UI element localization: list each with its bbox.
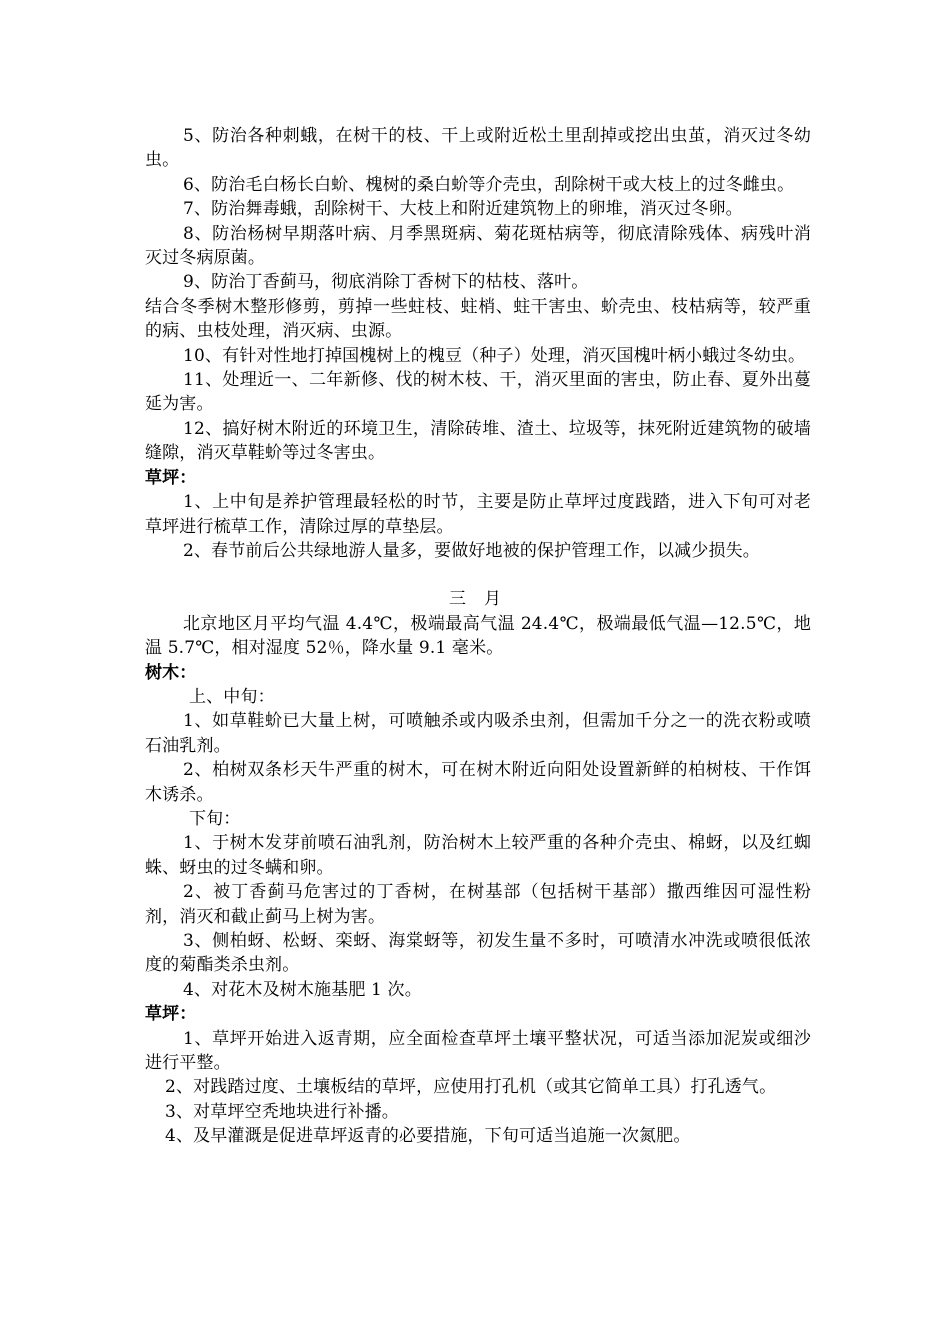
lawn-feb-item-1: 1、上中旬是养护管理最轻松的时节，主要是防止草坪过度践踏，进入下旬可对老草坪进行梳草工作，清除过厚的草垫层。 — [145, 492, 811, 537]
march-early-item-1: 1、如草鞋蚧已大量上树，可喷触杀或内吸杀虫剂，但需加千分之一的洗衣粉或喷石油乳剂。 — [145, 711, 811, 756]
early-month-label: 上、中旬： — [189, 686, 275, 707]
paragraph-item-9: 9、防治丁香蓟马，彻底消除丁香树下的枯枝、落叶。 — [183, 272, 589, 293]
trees-heading-march: 树木： — [145, 662, 197, 683]
paragraph-item-8: 8、防治杨树早期落叶病、月季黑斑病、菊花斑枯病等，彻底清除残体、病残叶消灭过冬病原菌。 — [145, 223, 811, 269]
lawn-heading-feb: 草坪： — [145, 467, 197, 488]
lawn-mar-item-1: 1、草坪开始进入返青期，应全面检查草坪土壤平整状况，可适当添加泥炭或细沙进行平整。 — [145, 1028, 811, 1074]
lawn-heading-march: 草坪： — [145, 1004, 197, 1025]
march-late-item-3: 3、侧柏蚜、松蚜、栾蚜、海棠蚜等，初发生量不多时，可喷清水冲洗或喷很低浓度的菊酯类杀虫剂。 — [145, 931, 811, 976]
paragraph-item-12: 12、搞好树木附近的环境卫生，清除砖堆、渣土、垃圾等，抹死附近建筑物的破墙缝隙，消灭草鞋蚧等过冬害虫。 — [145, 418, 811, 464]
paragraph-item-10: 10、有针对性地打掉国槐树上的槐豆（种子）处理，消灭国槐叶柄小蛾过冬幼虫。 — [183, 345, 806, 366]
march-climate-paragraph: 北京地区月平均气温 4.4℃，极端最高气温 24.4℃，极端最低气温—12.5℃，地温 5.7℃，相对湿度 52％，降水量 9.1 毫米。 — [145, 613, 811, 659]
paragraph-item-7: 7、防治舞毒蛾，刮除树干、大枝上和附近建筑物上的卵堆，消灭过冬卵。 — [183, 199, 743, 220]
paragraph-item-6: 6、防治毛白杨长白蚧、槐树的桑白蚧等介壳虫，刮除树干或大枝上的过冬雌虫。 — [183, 174, 795, 195]
document-page — [145, 124, 811, 1149]
lawn-feb-item-2: 2、春节前后公共绿地游人量多，要做好地被的保护管理工作，以减少损失。 — [183, 540, 760, 561]
march-late-item-4: 4、对花木及树木施基肥 1 次。 — [183, 979, 422, 1000]
march-early-item-2: 2、柏树双条杉天牛严重的树木，可在树木附近向阳处设置新鲜的柏树枝、干作饵木诱杀。 — [145, 760, 811, 805]
march-late-item-2: 2、被丁香蓟马危害过的丁香树，在树基部（包括树干基部）撒西维因可湿性粉剂，消灭和截止蓟马上树为害。 — [145, 882, 811, 927]
late-month-label: 下旬： — [189, 808, 241, 829]
lawn-mar-item-3: 3、对草坪空秃地块进行补播。 — [165, 1101, 399, 1122]
paragraph-item-11: 11、处理近一、二年新修、伐的树木枝、干，消灭里面的害虫，防止春、夏外出蔓延为害。 — [145, 370, 811, 415]
lawn-mar-item-2: 2、对践踏过度、土壤板结的草坪，应使用打孔机（或其它简单工具）打孔透气。 — [165, 1077, 777, 1098]
march-late-item-1: 1、于树木发芽前喷石油乳剂，防治树木上较严重的各种介壳虫、棉蚜，以及红蜘蛛、蚜虫的过冬螨和卵。 — [145, 833, 811, 878]
lawn-mar-item-4: 4、及早灌溉是促进草坪返青的必要措施，下旬可适当追施一次氮肥。 — [165, 1126, 691, 1147]
paragraph-item-5: 5、防治各种刺蛾，在树干的枝、干上或附近松土里刮掉或挖出虫茧，消灭过冬幼虫。 — [145, 126, 811, 171]
section-title-march: 三月 — [449, 589, 519, 610]
paragraph-pruning-note: 结合冬季树木整形修剪，剪掉一些蛀枝、蛀梢、蛀干害虫、蚧壳虫、枝枯病等，较严重的病、虫枝处理，消灭病、虫源。 — [145, 296, 811, 342]
